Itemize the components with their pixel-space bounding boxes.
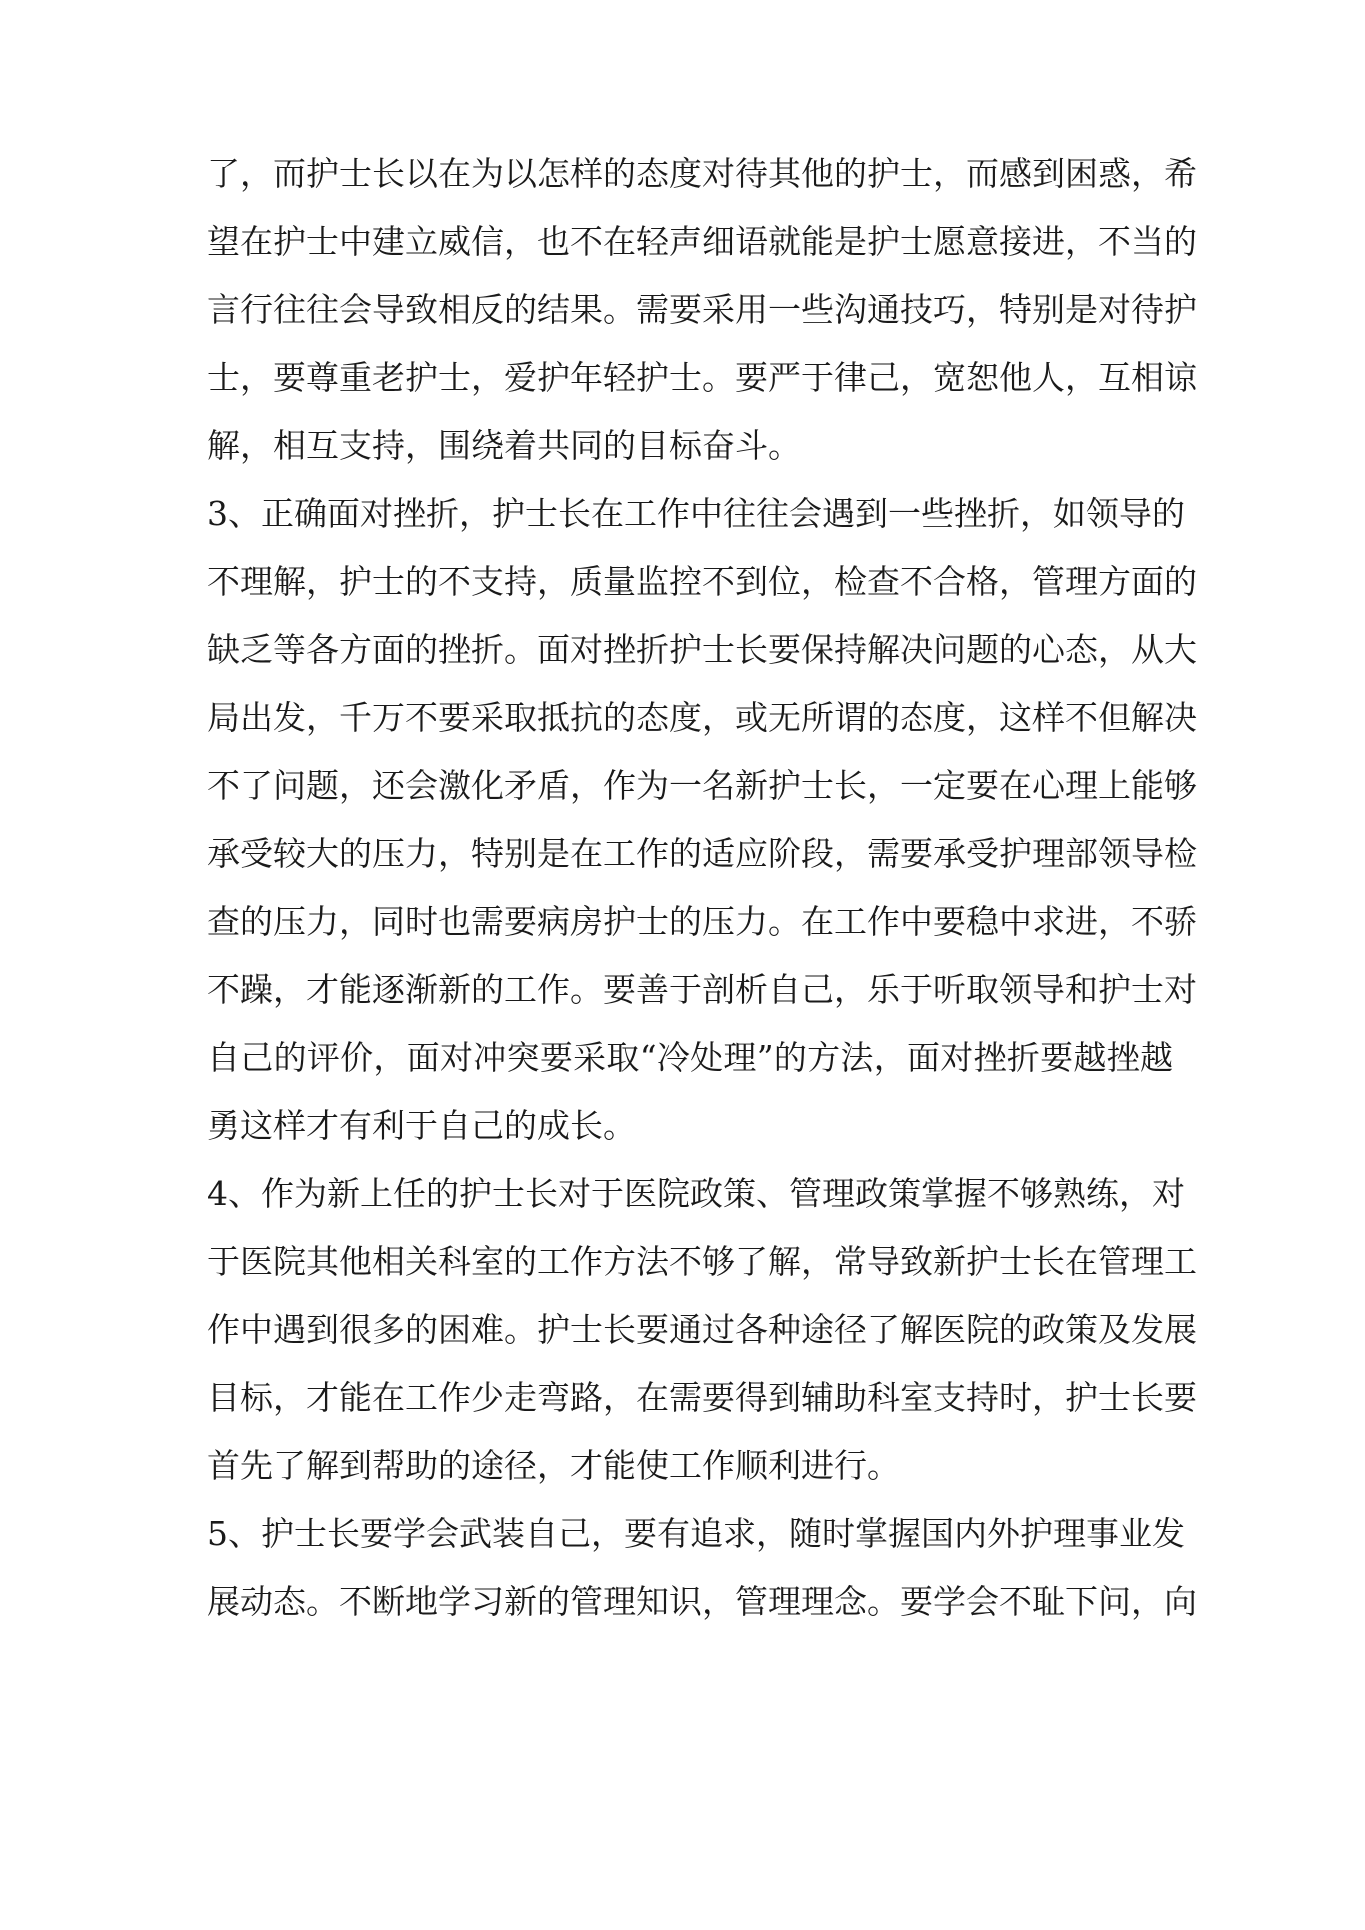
text-line: 局出发，千万不要采取抵抗的态度，或无所谓的态度，这样不但解决 [207,698,1197,737]
text-line: 勇这样才有利于自己的成长。 [207,1106,636,1145]
text-line: 望在护士中建立威信，也不在轻声细语就能是护士愿意接进，不当的 [207,222,1197,261]
text-line: 目标，才能在工作少走弯路，在需要得到辅助科室支持时，护士长要 [207,1378,1197,1417]
text-line: 不理解，护士的不支持，质量监控不到位，检查不合格，管理方面的 [207,562,1197,601]
text-line: 缺乏等各方面的挫折。面对挫折护士长要保持解决问题的心态，从大 [207,630,1197,669]
text-line: 不了问题，还会激化矛盾，作为一名新护士长，一定要在心理上能够 [207,766,1197,805]
document-page [207,140,1197,1636]
text-line: 了，而护士长以在为以怎样的态度对待其他的护士，而感到困惑，希 [207,154,1197,193]
text-line: 解，相互支持，围绕着共同的目标奋斗。 [207,426,801,465]
text-line: 5、护士长要学会武装自己，要有追求，随时掌握国内外护理事业发 [207,1514,1185,1553]
text-line: 4、作为新上任的护士长对于医院政策、管理政策掌握不够熟练，对 [207,1174,1185,1213]
text-line: 士，要尊重老护士，爱护年轻护士。要严于律己，宽恕他人，互相谅 [207,358,1197,397]
text-line: 不躁，才能逐渐新的工作。要善于剖析自己，乐于听取领导和护士对 [207,970,1197,1009]
text-line: 言行往往会导致相反的结果。需要采用一些沟通技巧，特别是对待护 [207,290,1197,329]
text-line: 承受较大的压力，特别是在工作的适应阶段，需要承受护理部领导检 [207,834,1197,873]
text-line: 自己的评价，面对冲突要采取“冷处理”的方法，面对挫折要越挫越 [207,1038,1173,1077]
text-line: 首先了解到帮助的途径，才能使工作顺利进行。 [207,1446,900,1485]
text-line: 3、正确面对挫折，护士长在工作中往往会遇到一些挫折，如领导的 [207,494,1185,533]
text-line: 作中遇到很多的困难。护士长要通过各种途径了解医院的政策及发展 [207,1310,1197,1349]
text-line: 于医院其他相关科室的工作方法不够了解，常导致新护士长在管理工 [207,1242,1197,1281]
text-line: 展动态。不断地学习新的管理知识，管理理念。要学会不耻下问，向 [207,1582,1197,1621]
text-line: 查的压力，同时也需要病房护士的压力。在工作中要稳中求进，不骄 [207,902,1197,941]
